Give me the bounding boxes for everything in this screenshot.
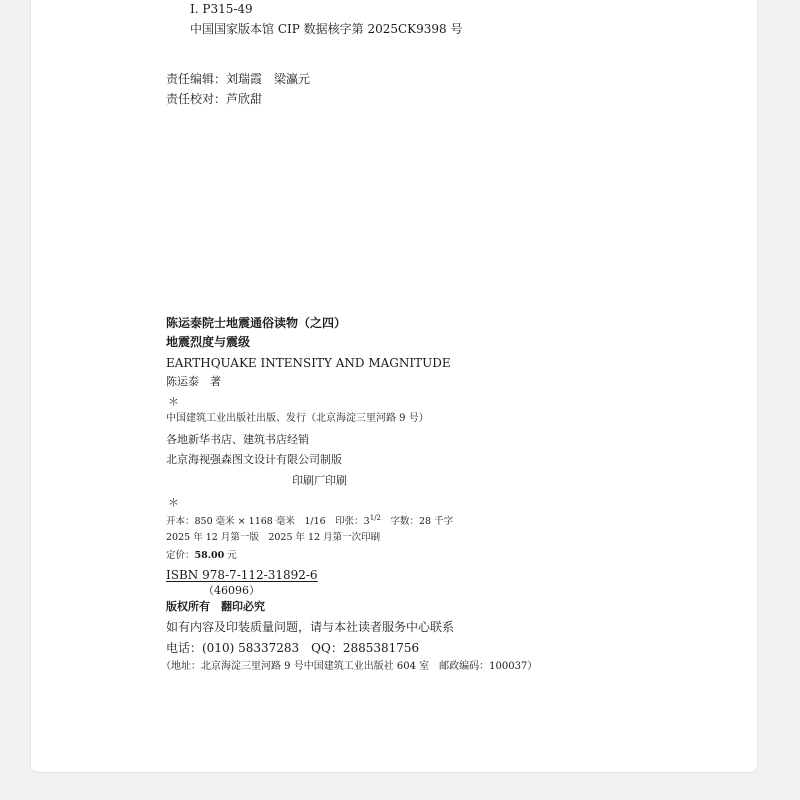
book-title-en: EARTHQUAKE INTENSITY AND MAGNITUDE (166, 356, 451, 370)
distributor: 各地新华书店、建筑书店经销 (166, 433, 309, 446)
copyright-page (30, 0, 758, 773)
contact-address: （地址：北京海淀三里河路 9 号中国建筑工业出版社 604 室 邮政编码：100037） (161, 661, 538, 672)
publisher: 中国建筑工业出版社出版、发行（北京海淀三里河路 9 号） (166, 413, 429, 424)
responsible-proofreader: 责任校对：芦欣甜 (166, 92, 263, 106)
series-title: 陈运泰院士地震通俗读物（之四） (166, 316, 347, 330)
book-title-cn: 地震烈度与震级 (166, 335, 251, 349)
cip-number: 中国国家版本馆 CIP 数据核字第 2025CK9398 号 (190, 22, 463, 36)
contact-phone: 电话：(010) 58337283 QQ：2885381756 (166, 641, 420, 655)
format-main: 开本：850 毫米 × 1168 毫米 1/16 印张：3 (166, 516, 370, 528)
clc-number: Ⅰ. P315-49 (190, 2, 253, 16)
typesetter: 北京海视强森图文设计有限公司制版 (166, 453, 342, 466)
author: 陈运泰 著 (166, 375, 221, 388)
separator-star-2: ＊ (168, 496, 179, 509)
format-fraction: 1/2 (369, 514, 381, 522)
edition-info: 2025 年 12 月第一版 2025 年 12 月第一次印刷 (166, 532, 381, 543)
price-value: 58.00 (194, 550, 225, 561)
price-unit: 元 (224, 550, 237, 561)
price (166, 551, 237, 561)
responsible-editors: 责任编辑：刘瑞霞 梁瀛元 (166, 72, 311, 86)
contact-note: 如有内容及印装质量问题，请与本社读者服务中心联系 (166, 620, 455, 634)
format-info (166, 515, 453, 527)
isbn: ISBN 978-7-112-31892-6 (166, 568, 318, 582)
separator-star: ＊ (168, 395, 179, 408)
printer: 印刷厂印刷 (292, 474, 347, 487)
price-label: 定价： (166, 550, 195, 561)
format-words: 字数：28 千字 (381, 516, 454, 528)
copyright-notice: 版权所有 翻印必究 (166, 600, 265, 613)
isbn-code: （46096） (203, 584, 260, 597)
